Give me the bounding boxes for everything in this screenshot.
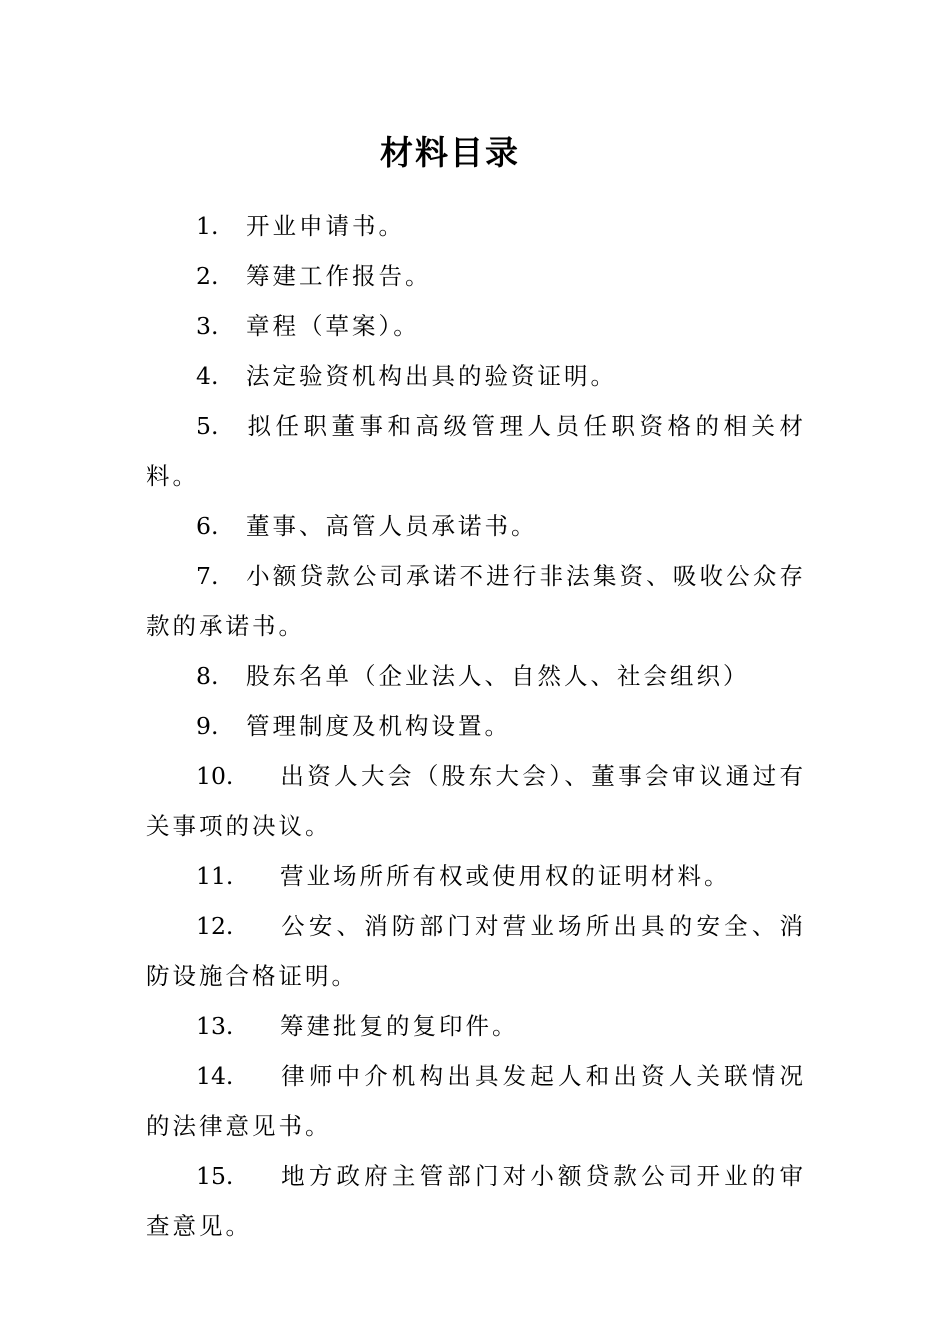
item-text: 地方政府主管部门对小额贷款公司开业的审查意见。 <box>146 1162 806 1240</box>
list-item <box>146 201 806 251</box>
item-number: 12. <box>196 912 234 940</box>
item-number: 3. <box>196 312 219 340</box>
item-text: 小额贷款公司承诺不进行非法集资、吸收公众存款的承诺书。 <box>146 562 806 640</box>
list-item <box>146 551 806 651</box>
item-text: 公安、消防部门对营业场所出具的安全、消防设施合格证明。 <box>146 912 806 990</box>
item-text: 筹建工作报告。 <box>246 262 432 290</box>
item-text: 营业场所所有权或使用权的证明材料。 <box>280 862 731 890</box>
item-number: 13. <box>196 1012 234 1040</box>
item-text: 股东名单（企业法人、自然人、社会组织） <box>246 662 750 690</box>
item-number: 9. <box>196 712 219 740</box>
list-item <box>146 751 806 851</box>
item-number: 2. <box>196 262 219 290</box>
document-title: 材料目录 <box>380 133 520 172</box>
item-text: 管理制度及机构设置。 <box>246 712 511 740</box>
list-item <box>146 1051 806 1151</box>
item-text: 董事、高管人员承诺书。 <box>246 512 538 540</box>
list-item <box>146 351 806 401</box>
list-item <box>146 401 806 501</box>
item-number: 6. <box>196 512 219 540</box>
list-item <box>146 701 806 751</box>
list-item <box>146 1001 806 1051</box>
item-number: 8. <box>196 662 219 690</box>
material-list <box>146 201 806 1251</box>
list-item <box>146 501 806 551</box>
item-text: 开业申请书。 <box>246 212 405 240</box>
list-item <box>146 651 806 701</box>
item-number: 4. <box>196 362 219 390</box>
item-text: 筹建批复的复印件。 <box>280 1012 519 1040</box>
list-item <box>146 851 806 901</box>
item-text: 出资人大会（股东大会）、董事会审议通过有关事项的决议。 <box>146 762 806 840</box>
item-text: 拟任职董事和高级管理人员任职资格的相关材料。 <box>146 412 806 490</box>
item-number: 11. <box>196 862 234 890</box>
list-item <box>146 251 806 301</box>
item-text: 法定验资机构出具的验资证明。 <box>246 362 617 390</box>
list-item <box>146 301 806 351</box>
item-text: 律师中介机构出具发起人和出资人关联情况的法律意见书。 <box>146 1062 806 1140</box>
list-item <box>146 1151 806 1251</box>
item-number: 15. <box>196 1162 234 1190</box>
list-item <box>146 901 806 1001</box>
item-number: 7. <box>196 562 219 590</box>
item-number: 14. <box>196 1062 234 1090</box>
item-number: 5. <box>196 412 219 440</box>
item-text: 章程（草案）。 <box>246 312 420 340</box>
item-number: 10. <box>196 762 234 790</box>
item-number: 1. <box>196 212 219 240</box>
